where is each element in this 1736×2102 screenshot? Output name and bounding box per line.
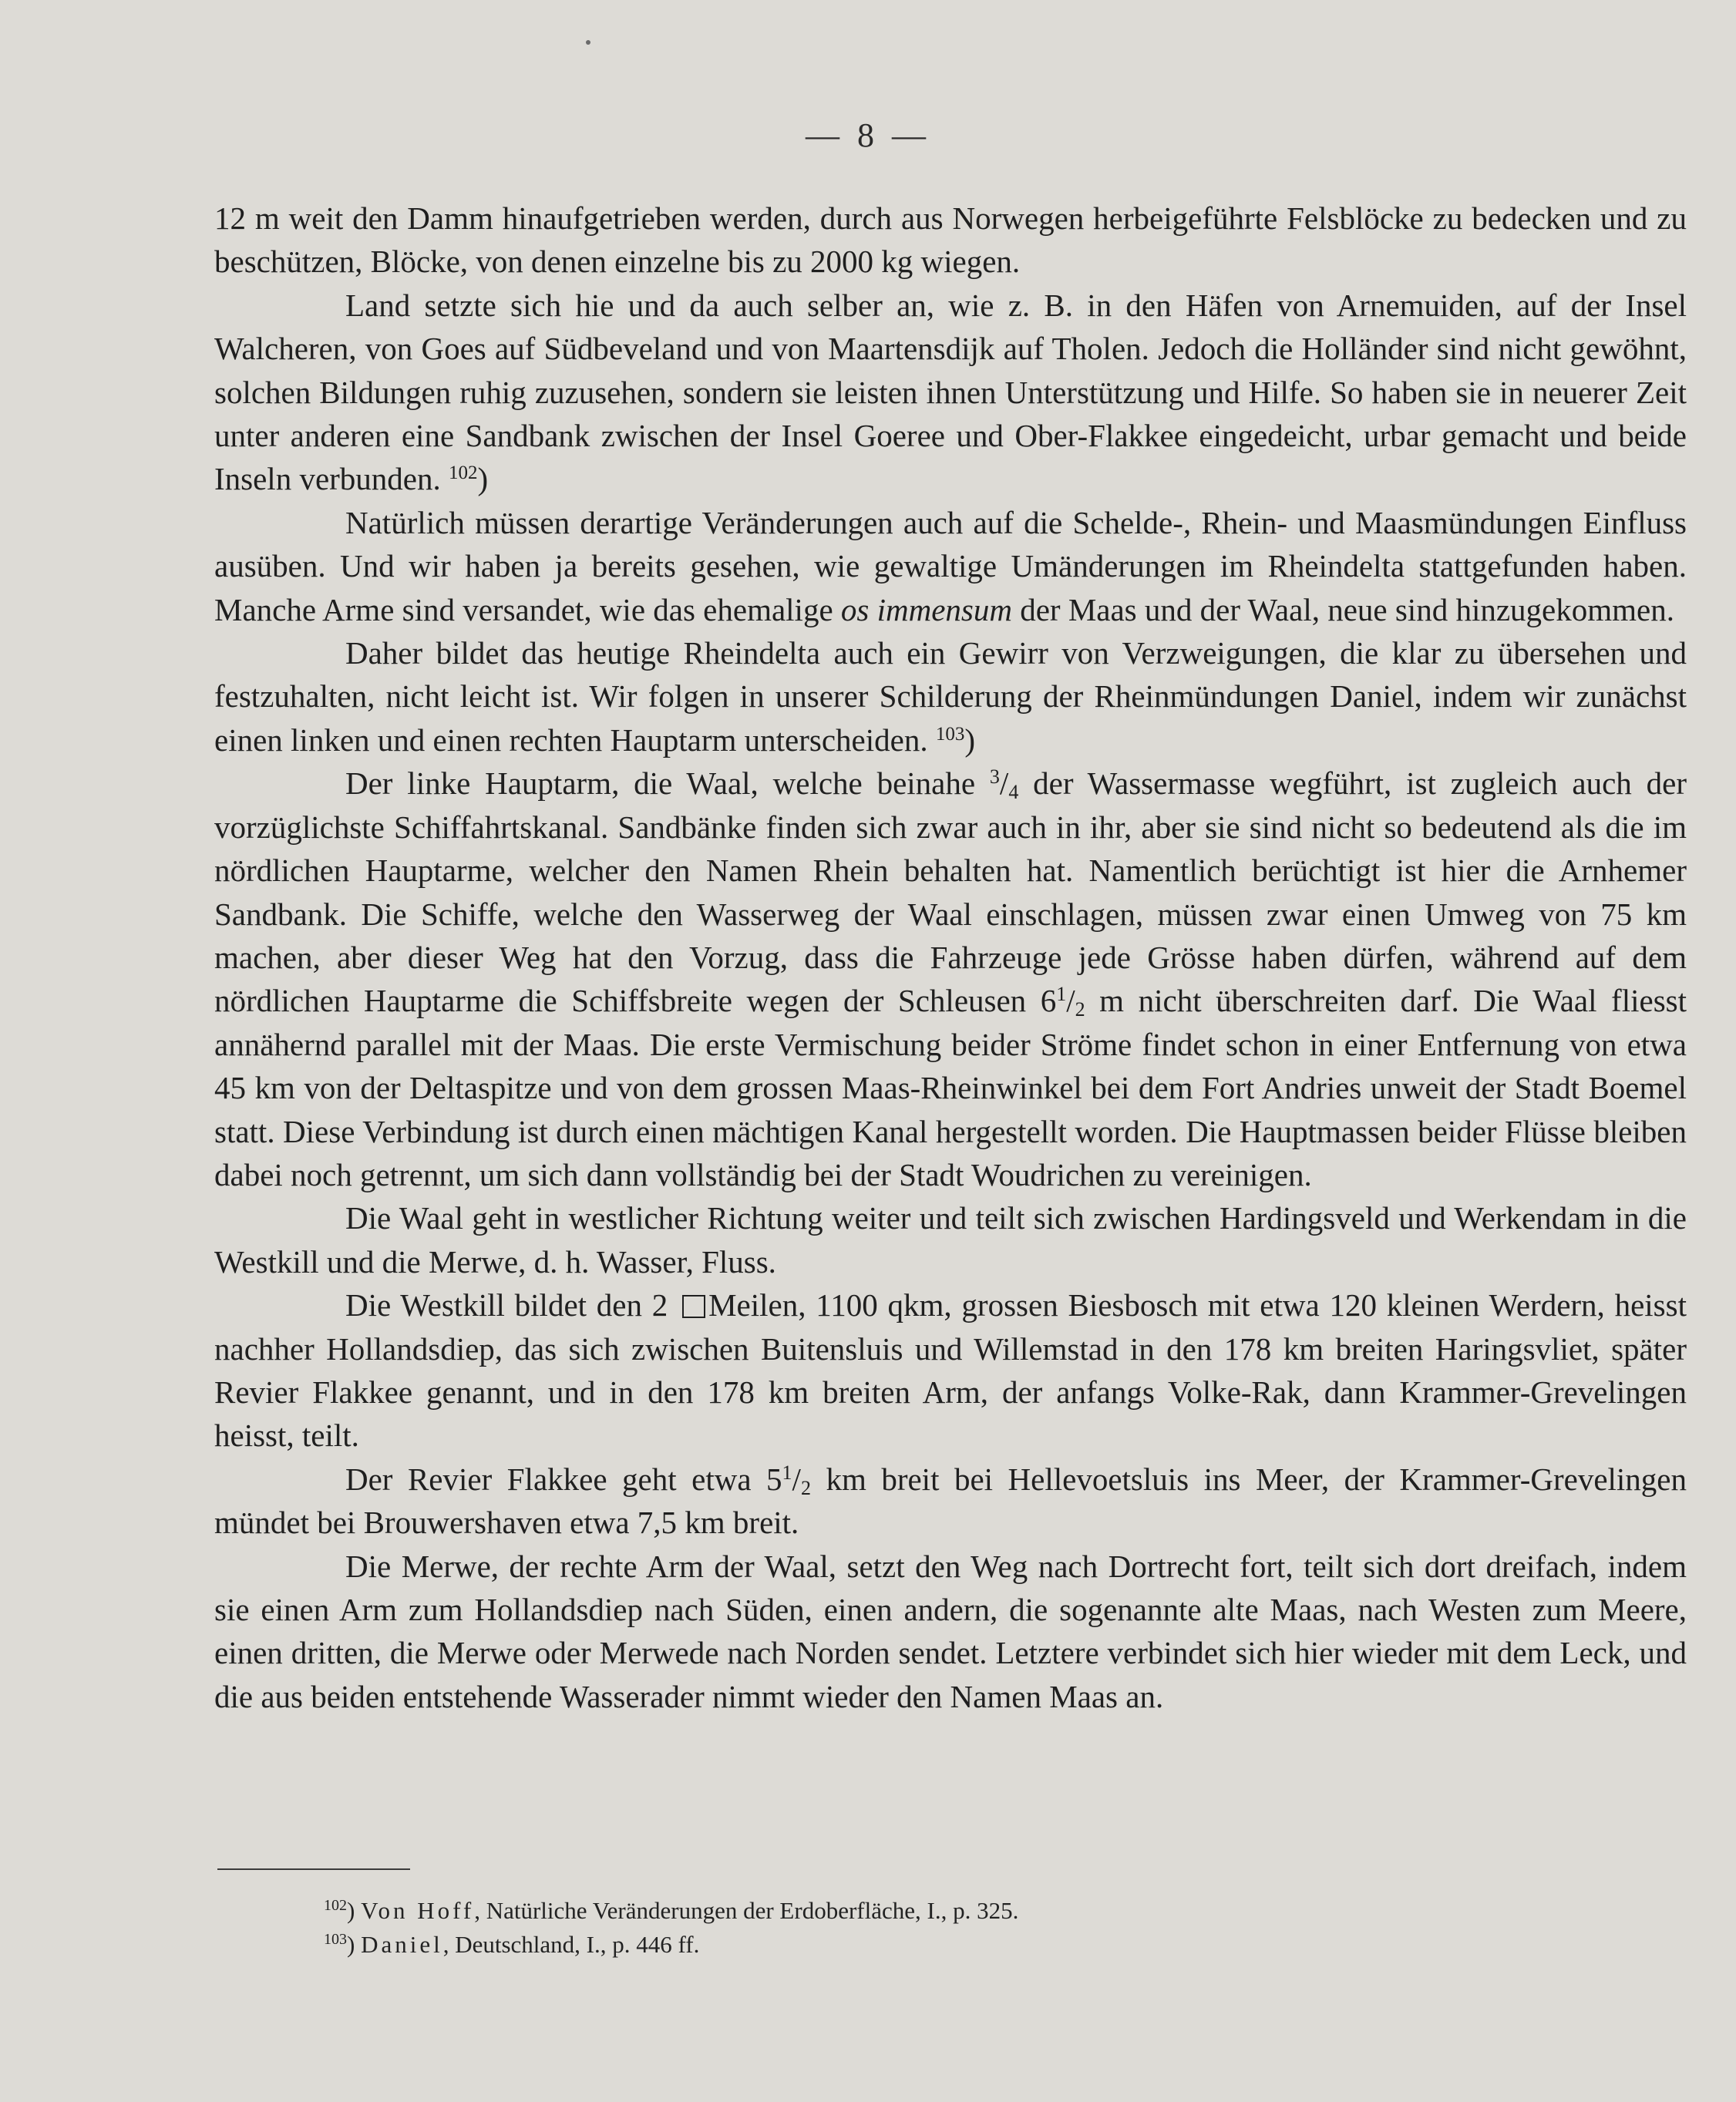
square-symbol-icon bbox=[682, 1295, 705, 1318]
paragraph-2: Land setzte sich hie und da auch selber an, wie z. B. in den Häfen von Arnemuiden, auf der Insel Walcheren, von Goes auf Südbeveland und von Maartensdijk auf Tholen. Jedoch die Holländer sind nicht gewöhnt, solchen Bildungen ruhig zuzusehen, sondern sie leisten ihnen Unterstützung und Hilfe. So haben sie in neuerer Zeit unter anderen eine Sandbank zwischen der Insel Goeree und Ober-Flakkee eingedeicht, urbar gemacht und beide Inseln verbunden. $^{102}$) bbox=[214, 287, 1687, 497]
fraction-denominator: 4 bbox=[1008, 781, 1019, 804]
paragraph-7: Die Westkill bildet den 2 Meilen, 1100 qkm, grossen Biesbosch mit etwa 120 kleinen Werdern, heisst nachher Hollandsdiep, das sich zwischen Buitensluis und Willemstad in den 178 km breiten Haringsvliet, später Revier Flakkee genannt, und in den 178 km breiten Arm, der anfangs Volke-Rak, dann Krammer-Grevelingen heisst, teilt. bbox=[214, 1287, 1687, 1454]
paragraph-8: Der Revier Flakkee geht etwa $5^1/_2$ km breit bei Hellevoetsluis ins Meer, der Krammer-Grevelingen mündet bei Brouwershaven etwa 7,5 km breit. bbox=[214, 1461, 1687, 1541]
body-text bbox=[214, 197, 1687, 1718]
page-number: — 8 — bbox=[806, 116, 930, 154]
footnote-ref-102: 102 bbox=[449, 462, 478, 484]
paragraph-6: Die Waal geht in westlicher Richtung weiter und teilt sich zwischen Hardingsveld und Werkendam in die Westkill und die Merwe, d. h. Wasser, Fluss. bbox=[214, 1200, 1687, 1280]
paragraph-5: Der linke Hauptarm, die Waal, welche beinahe $^3/_4$ der Wassermasse wegführt, ist zugleich auch der vorzüglichste Schiffahrtskanal. Sandbänke finden sich zwar auch in ihr, aber sie sind nicht so bedeutend als die im nördlichen Hauptarme, welcher den Namen Rhein behalten hat. Namentlich berüchtigt ist hier die Arnhemer Sandbank. Die Schiffe, welche den Wasserweg der Waal einschlagen, müssen zwar einen Umweg von 75 km machen, aber dieser Weg hat den Vorzug, dass die Fahrzeuge jede Grösse haben dürfen, während auf dem nördlichen Hauptarme die Schiffsbreite wegen der Schleusen $6^1/_2$ m nicht überschreiten darf. Die Waal fliesst annähernd parallel mit der Maas. Die erste Vermischung beider Ströme findet schon in einer Entfernung von etwa 45 km von der Deltaspitze und von dem grossen Maas-Rheinwinkel bei dem Fort Andries unweit der Stadt Boemel statt. Diese Verbindung ist durch einen mächtigen Kanal hergestellt worden. Die Hauptmassen beider Flüsse bleiben dabei noch getrennt, um sich dann vollständig bei der Stadt Woudrichen zu vereinigen. bbox=[214, 765, 1687, 1192]
italic-term: os immensum bbox=[840, 591, 1012, 627]
paragraph-4: Daher bildet das heutige Rheindelta auch ein Gewirr von Verzweigungen, die klar zu übersehen und festzuhalten, nicht leicht ist. Wir folgen in unserer Schilderung der Rheinmündungen Daniel, indem wir zunächst einen linken und einen rechten Hauptarm unterscheiden. $^{103}$) bbox=[214, 635, 1687, 758]
footnote-ref-103: 103 bbox=[935, 723, 965, 745]
footnote-103: $^{103}$) Daniel, Deutschland, I., p. 446 ff. bbox=[324, 1931, 700, 1958]
paragraph-9: Die Merwe, der rechte Arm der Waal, setzt den Weg nach Dortrecht fort, teilt sich dort dreifach, indem sie einen Arm zum Hollandsdiep nach Süden, einen andern, die sogenannte alte Maas, nach Westen zum Meere, einen dritten, die Merwe oder Merwede nach Norden sendet. Letztere verbindet sich hier wieder mit dem Leck, und die aus beiden entstehende Wasserader nimmt wieder den Namen Maas an. bbox=[214, 1548, 1687, 1714]
fraction-denominator: 2 bbox=[1075, 998, 1085, 1021]
footnote-divider bbox=[217, 1868, 410, 1870]
paragraph-1: 12 m weit den Damm hinaufgetrieben werden, durch aus Norwegen herbeigeführte Felsblöcke zu bedecken und zu beschützen, Blöcke, von denen einzelne bis zu 2000 kg wiegen. bbox=[214, 200, 1687, 280]
footnote-marker: 103 bbox=[324, 1931, 347, 1948]
footnote-marker: 102 bbox=[324, 1897, 347, 1914]
footnote-102: $^{102}$) Von Hoff, Natürliche Veränderungen der Erdoberfläche, I., p. 325. bbox=[324, 1897, 1019, 1924]
fraction-numerator: 1 bbox=[782, 1461, 792, 1484]
footnotes bbox=[324, 1894, 1480, 1962]
paragraph-3: Natürlich müssen derartige Veränderungen auch auf die Schelde-, Rhein- und Maasmündungen Einfluss ausüben. Und wir haben ja bereits gesehen, wie gewaltige Umänderungen im Rheindelta stattgefunden haben. Manche Arme sind versandet, wie das ehemalige os immensum der Maas und der Waal, neue sind hinzugekommen. bbox=[214, 504, 1687, 627]
fraction-denominator: 2 bbox=[800, 1476, 811, 1499]
fraction-numerator: 1 bbox=[1056, 983, 1067, 1006]
footnote-author: Von Hoff bbox=[361, 1897, 475, 1924]
scan-speck bbox=[586, 40, 590, 45]
footnote-author: Daniel bbox=[361, 1931, 443, 1958]
fraction-numerator: 3 bbox=[989, 765, 1000, 789]
